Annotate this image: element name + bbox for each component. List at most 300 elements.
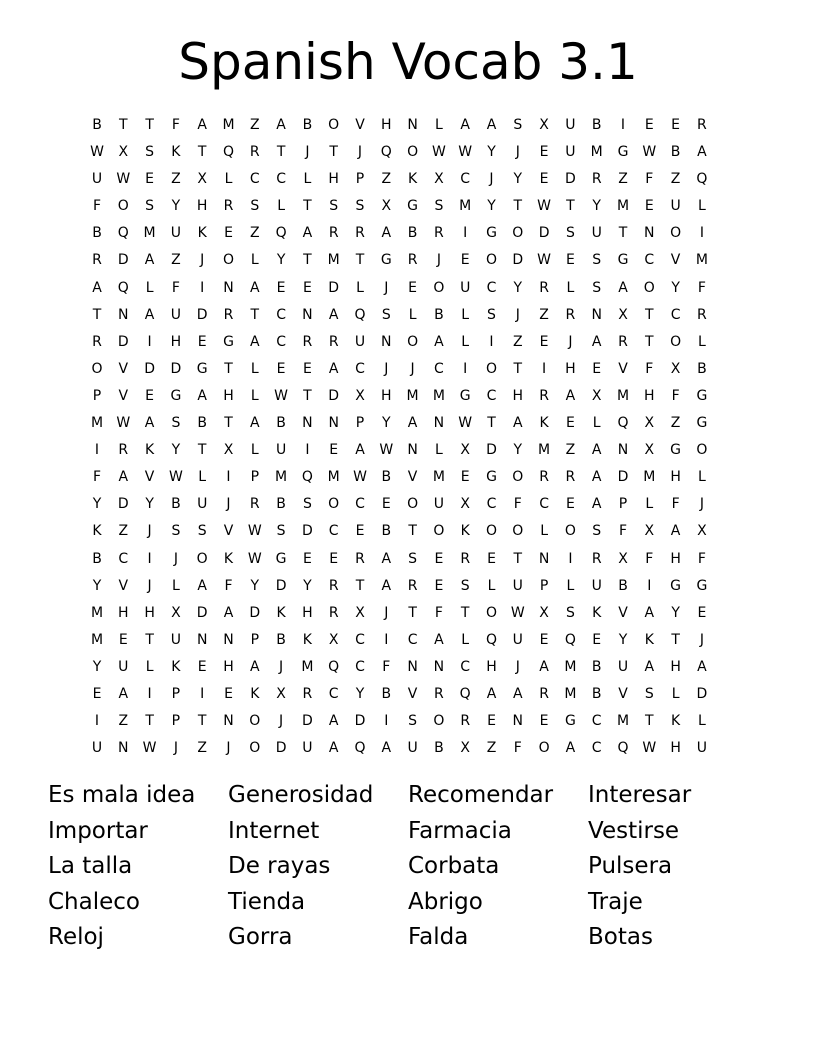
grid-letter: O — [485, 523, 498, 540]
grid-letter: F — [671, 387, 680, 404]
grid-letter: Y — [171, 198, 181, 215]
word-list-item: Interesar — [588, 782, 692, 808]
grid-letter: D — [328, 387, 340, 404]
grid-letter: Y — [487, 198, 496, 215]
grid-letter: C — [276, 171, 286, 188]
grid-letter: I — [647, 577, 652, 594]
grid-letter: O — [249, 713, 261, 730]
grid-letter: K — [171, 658, 181, 675]
grid-letter: C — [591, 713, 602, 730]
grid-letter: V — [223, 523, 234, 540]
grid-letter: G — [670, 577, 682, 594]
grid-letter: X — [460, 740, 470, 757]
grid-letter: I — [542, 360, 547, 377]
grid-letter: Z — [171, 171, 181, 188]
grid-letter: T — [224, 415, 233, 432]
grid-letter: B — [697, 360, 707, 377]
grid-letter: V — [618, 685, 628, 702]
grid-letter: Z — [250, 117, 260, 133]
grid-letter: O — [485, 360, 498, 377]
grid-letter: F — [645, 360, 654, 377]
grid-letter: Y — [250, 577, 260, 594]
grid-letter: U — [118, 658, 129, 675]
grid-letter: A — [565, 740, 576, 757]
grid-letter: B — [434, 306, 444, 323]
grid-letter: M — [143, 225, 156, 242]
grid-letter: E — [197, 333, 207, 350]
grid-letter: T — [303, 198, 312, 215]
grid-letter: R — [249, 496, 260, 513]
grid-letter: B — [302, 117, 313, 133]
grid-letter: E — [592, 360, 602, 377]
grid-letter: S — [408, 550, 418, 567]
grid-letter: T — [355, 577, 365, 594]
grid-letter: E — [434, 550, 444, 567]
grid-letter: B — [618, 577, 628, 594]
grid-letter: N — [302, 415, 313, 432]
grid-letter: U — [591, 577, 602, 594]
grid-letter: Y — [487, 144, 496, 161]
grid-letter: C — [539, 496, 549, 513]
grid-letter: A — [591, 469, 602, 486]
grid-letter: A — [618, 279, 628, 296]
grid-letter: Q — [564, 631, 576, 648]
grid-letter: Q — [301, 469, 313, 486]
grid-letter: O — [643, 279, 655, 296]
grid-letter: C — [591, 740, 602, 757]
grid-letter: G — [275, 550, 287, 567]
grid-letter: E — [565, 415, 575, 432]
grid-letter: F — [92, 469, 102, 486]
grid-letter: E — [329, 442, 339, 459]
grid-letter: O — [328, 496, 340, 513]
grid-letter: W — [247, 523, 262, 540]
grid-letter: A — [223, 604, 234, 621]
grid-letter: E — [276, 360, 286, 377]
grid-letter: I — [147, 550, 152, 567]
grid-letter: I — [94, 442, 100, 459]
grid-letter: R — [565, 469, 576, 486]
grid-letter: Z — [670, 415, 681, 432]
grid-letter: B — [381, 685, 392, 702]
grid-letter: Q — [617, 415, 629, 432]
grid-letter: N — [538, 550, 550, 567]
grid-letter: T — [145, 117, 154, 133]
grid-letter: Q — [117, 279, 129, 296]
grid-letter: S — [592, 279, 602, 296]
grid-letter: Z — [618, 171, 628, 188]
grid-letter: B — [407, 225, 418, 242]
grid-letter: K — [644, 631, 654, 648]
grid-letter: S — [250, 198, 260, 215]
grid-letter: C — [355, 658, 365, 675]
word-list-item: Vestirse — [588, 817, 680, 844]
grid-letter: Z — [250, 225, 260, 242]
grid-letter: B — [434, 740, 444, 757]
grid-letter: B — [92, 117, 102, 133]
grid-letter: A — [513, 415, 523, 432]
grid-letter: E — [539, 144, 549, 161]
grid-letter: Y — [618, 631, 628, 648]
grid-letter: H — [381, 387, 392, 404]
grid-letter: T — [303, 252, 312, 269]
grid-letter: E — [539, 713, 549, 730]
grid-letter: R — [223, 198, 234, 215]
grid-letter: R — [697, 117, 707, 133]
grid-letter: U — [670, 198, 681, 215]
grid-letter: S — [171, 415, 181, 432]
grid-letter: V — [118, 577, 129, 594]
grid-letter: M — [432, 387, 445, 404]
grid-letter: F — [434, 604, 443, 621]
grid-letter: U — [170, 225, 182, 242]
grid-letter: R — [539, 279, 549, 296]
grid-letter: K — [671, 713, 681, 730]
grid-letter: L — [697, 713, 706, 730]
grid-letter: Y — [671, 279, 680, 296]
grid-letter: E — [460, 252, 470, 269]
grid-letter: S — [644, 685, 654, 702]
grid-letter: X — [276, 685, 286, 702]
grid-letter: Y — [355, 685, 365, 702]
grid-letter: A — [381, 225, 392, 242]
grid-letter: N — [223, 279, 234, 296]
grid-letter: F — [171, 117, 180, 133]
grid-letter: E — [224, 225, 233, 242]
grid-letter: A — [355, 442, 365, 459]
grid-letter: F — [671, 496, 680, 513]
grid-letter: X — [670, 360, 681, 377]
grid-letter: G — [223, 333, 234, 350]
grid-letter: D — [696, 685, 708, 702]
grid-letter: N — [302, 306, 313, 323]
grid-letter: T — [487, 415, 496, 432]
grid-letter: U — [170, 306, 182, 323]
grid-letter: T — [645, 306, 654, 323]
grid-letter: E — [145, 171, 155, 188]
grid-letter: Y — [276, 252, 286, 269]
grid-letter: B — [381, 523, 392, 540]
word-list-item: Falda — [408, 924, 469, 950]
grid-letter: S — [434, 198, 444, 215]
grid-letter: E — [145, 387, 155, 404]
grid-letter: L — [224, 171, 233, 188]
grid-letter: G — [459, 387, 471, 404]
grid-letter: K — [223, 550, 234, 567]
grid-letter: F — [645, 171, 654, 188]
grid-letter: Z — [118, 713, 129, 730]
grid-letter: W — [379, 442, 394, 459]
grid-letter: J — [173, 550, 178, 567]
grid-letter: I — [384, 713, 389, 730]
grid-letter: G — [407, 198, 419, 215]
word-list-item: Es mala idea — [48, 782, 196, 808]
grid-letter: D — [117, 496, 129, 513]
grid-letter: L — [408, 306, 417, 323]
grid-letter: L — [198, 469, 207, 486]
grid-letter: T — [408, 604, 417, 621]
grid-letter: A — [197, 117, 207, 133]
grid-letter: M — [616, 713, 630, 730]
grid-letter: T — [671, 631, 680, 648]
grid-letter: W — [537, 252, 552, 269]
grid-letter: L — [171, 577, 180, 594]
word-list-item: Reloj — [48, 924, 104, 950]
grid-letter: Y — [92, 658, 102, 675]
grid-letter: K — [145, 442, 155, 459]
word-list-item: Pulsera — [588, 853, 673, 879]
grid-letter: R — [460, 550, 471, 567]
grid-letter: L — [277, 198, 285, 215]
grid-letter: T — [408, 523, 417, 540]
grid-letter: C — [249, 171, 260, 188]
grid-letter: Y — [171, 442, 181, 459]
grid-letter: L — [461, 631, 470, 648]
grid-letter: R — [328, 333, 339, 350]
grid-letter: R — [328, 225, 339, 242]
word-list-item: Importar — [48, 817, 148, 844]
grid-letter: H — [670, 658, 681, 675]
grid-letter: A — [302, 225, 313, 242]
grid-letter: E — [697, 604, 707, 621]
grid-letter: L — [540, 523, 548, 540]
grid-letter: T — [303, 387, 312, 404]
grid-letter: C — [118, 550, 129, 567]
grid-letter: C — [670, 306, 681, 323]
grid-letter: I — [147, 333, 152, 350]
grid-letter: T — [145, 631, 154, 648]
grid-letter: H — [381, 117, 392, 133]
grid-letter: J — [200, 252, 205, 269]
grid-letter: W — [247, 550, 262, 567]
grid-letter: C — [486, 279, 497, 296]
grid-letter: R — [92, 252, 102, 269]
word-list-item: Botas — [588, 924, 653, 950]
grid-letter: R — [118, 442, 129, 459]
grid-letter: K — [408, 171, 418, 188]
grid-letter: J — [699, 631, 704, 648]
grid-letter: U — [197, 496, 208, 513]
page-title: Spanish Vocab 3.1 — [178, 33, 638, 91]
grid-letter: Q — [485, 631, 498, 648]
grid-letter: N — [407, 117, 418, 133]
word-list-item: Generosidad — [228, 782, 374, 808]
grid-letter: U — [591, 225, 602, 242]
grid-letter: G — [670, 442, 682, 459]
grid-letter: S — [565, 225, 575, 242]
grid-letter: H — [302, 604, 313, 621]
grid-letter: N — [118, 306, 129, 323]
grid-letter: G — [564, 713, 576, 730]
grid-letter: C — [460, 658, 471, 675]
grid-letter: R — [223, 306, 234, 323]
grid-letter: X — [618, 306, 628, 323]
grid-letter: E — [460, 469, 470, 486]
grid-letter: Y — [92, 496, 102, 513]
grid-letter: S — [592, 523, 602, 540]
grid-letter: U — [354, 333, 366, 350]
grid-letter: U — [565, 117, 576, 133]
grid-letter: B — [591, 685, 602, 702]
grid-letter: V — [118, 387, 129, 404]
grid-letter: X — [539, 117, 549, 133]
grid-letter: E — [302, 550, 312, 567]
grid-letter: E — [644, 198, 654, 215]
grid-letter: T — [513, 360, 523, 377]
grid-letter: A — [144, 415, 155, 432]
word-list-item: Gorra — [228, 924, 293, 950]
grid-letter: A — [591, 496, 602, 513]
grid-letter: J — [226, 740, 231, 757]
grid-letter: O — [564, 523, 576, 540]
grid-letter: R — [618, 333, 628, 350]
grid-letter: A — [328, 306, 339, 323]
grid-letter: N — [617, 442, 629, 459]
grid-letter: D — [117, 333, 129, 350]
grid-letter: B — [92, 550, 102, 567]
grid-letter: M — [616, 387, 630, 404]
grid-letter: A — [328, 713, 339, 730]
grid-letter: D — [328, 279, 340, 296]
grid-letter: R — [565, 306, 576, 323]
grid-letter: O — [249, 740, 261, 757]
grid-letter: W — [510, 604, 525, 621]
grid-letter: F — [697, 279, 706, 296]
grid-letter: D — [617, 469, 629, 486]
grid-letter: E — [381, 496, 391, 513]
grid-letter: C — [355, 496, 365, 513]
grid-letter: V — [618, 360, 628, 377]
grid-letter: L — [434, 442, 443, 459]
grid-letter: I — [463, 360, 468, 377]
grid-letter: E — [671, 117, 681, 133]
grid-letter: A — [381, 740, 392, 757]
grid-letter: O — [512, 469, 524, 486]
grid-letter: E — [539, 171, 549, 188]
grid-letter: A — [118, 469, 129, 486]
grid-letter: W — [353, 469, 367, 486]
grid-letter: X — [644, 523, 655, 540]
grid-letter: Z — [565, 442, 576, 459]
grid-letter: B — [670, 144, 681, 161]
grid-letter: J — [489, 171, 494, 188]
grid-letter: M — [406, 387, 419, 404]
grid-letter: X — [197, 171, 207, 188]
grid-letter: W — [642, 144, 657, 161]
grid-letter: Q — [354, 306, 366, 323]
grid-letter: D — [486, 442, 497, 459]
grid-letter: B — [276, 415, 286, 432]
grid-letter: O — [485, 252, 498, 269]
grid-letter: O — [222, 252, 235, 269]
grid-letter: M — [327, 252, 340, 269]
grid-letter: L — [487, 577, 496, 594]
grid-letter: Y — [592, 198, 601, 215]
grid-letter: R — [92, 333, 102, 350]
grid-letter: T — [250, 306, 260, 323]
grid-letter: Q — [380, 144, 392, 161]
grid-letter: R — [697, 306, 707, 323]
grid-letter: A — [460, 117, 470, 133]
grid-letter: N — [407, 658, 418, 675]
grid-letter: K — [92, 523, 102, 540]
grid-letter: E — [302, 360, 312, 377]
grid-letter: O — [407, 333, 419, 350]
grid-letter: S — [197, 523, 207, 540]
grid-letter: B — [591, 658, 602, 675]
grid-letter: D — [354, 713, 366, 730]
grid-letter: W — [90, 144, 104, 161]
grid-letter: R — [302, 333, 313, 350]
grid-letter: T — [460, 604, 470, 621]
grid-letter: F — [92, 198, 102, 215]
grid-letter: M — [90, 631, 104, 648]
grid-letter: H — [670, 469, 681, 486]
grid-letter: A — [276, 117, 286, 133]
grid-letter: N — [328, 415, 339, 432]
grid-letter: X — [355, 604, 365, 621]
grid-letter: N — [381, 333, 392, 350]
grid-letter: F — [697, 550, 706, 567]
grid-letter: M — [301, 658, 314, 675]
grid-letter: T — [513, 550, 523, 567]
grid-letter: K — [171, 144, 181, 161]
grid-letter: S — [145, 144, 155, 161]
grid-letter: J — [384, 604, 389, 621]
grid-letter: T — [355, 252, 365, 269]
grid-letter: L — [250, 442, 259, 459]
grid-letter: W — [116, 415, 131, 432]
grid-letter: T — [145, 713, 154, 730]
grid-letter: V — [144, 469, 155, 486]
grid-letter: J — [515, 658, 520, 675]
grid-letter: F — [645, 550, 654, 567]
grid-letter: V — [407, 469, 418, 486]
grid-letter: N — [512, 713, 524, 730]
grid-letter: A — [513, 685, 523, 702]
grid-letter: M — [616, 198, 630, 215]
word-list-item: Traje — [588, 888, 643, 915]
grid-letter: A — [407, 415, 418, 432]
grid-letter: M — [564, 685, 577, 702]
grid-letter: O — [196, 550, 208, 567]
grid-letter: I — [699, 225, 704, 242]
grid-letter: C — [276, 306, 286, 323]
grid-letter: O — [670, 225, 682, 242]
grid-letter: U — [512, 631, 523, 648]
grid-letter: I — [200, 685, 205, 702]
grid-letter: O — [407, 144, 419, 161]
grid-letter: O — [91, 360, 103, 377]
word-list-item: Recomendar — [408, 782, 554, 808]
grid-letter: V — [407, 685, 418, 702]
grid-letter: D — [249, 604, 261, 621]
grid-letter: H — [223, 658, 234, 675]
grid-letter: X — [644, 415, 655, 432]
grid-letter: N — [118, 740, 129, 757]
word-list-item: Chaleco — [48, 888, 140, 915]
grid-letter: U — [170, 631, 182, 648]
grid-letter: C — [460, 171, 471, 188]
grid-letter: O — [696, 442, 708, 459]
grid-letter: Q — [617, 740, 629, 757]
grid-letter: T — [276, 144, 286, 161]
grid-letter: P — [250, 631, 260, 648]
grid-letter: H — [118, 604, 129, 621]
grid-letter: L — [250, 387, 259, 404]
grid-letter: J — [384, 279, 389, 296]
grid-letter: X — [618, 550, 628, 567]
